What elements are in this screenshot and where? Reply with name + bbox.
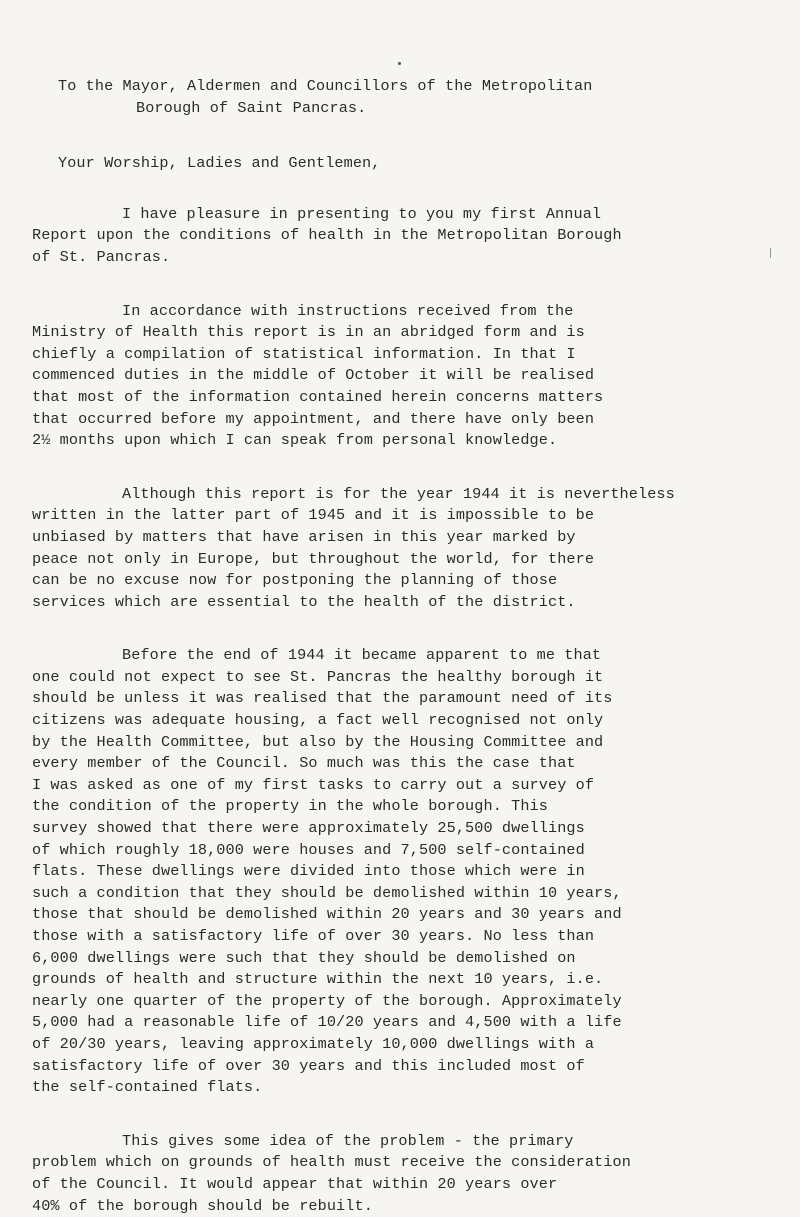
paragraph-line: such a condition that they should be demolished within 10 years, xyxy=(32,883,622,902)
paragraph-line: of St. Pancras. xyxy=(32,247,171,266)
paragraph-line: that occurred before my appointment, and there have only been xyxy=(32,409,595,428)
paragraph-line: 2½ months upon which I can speak from personal knowledge. xyxy=(32,431,558,450)
address-block xyxy=(58,76,772,119)
salutation: Your Worship, Ladies and Gentlemen, xyxy=(58,154,381,173)
stray-dot xyxy=(398,62,401,65)
paragraph-line: written in the latter part of 1945 and it is impossible to be xyxy=(32,506,595,525)
paragraph-line: one could not expect to see St. Pancras the healthy borough it xyxy=(32,667,604,686)
paragraph-line: flats. These dwellings were divided into those which were in xyxy=(32,862,585,881)
paragraph-line: unbiased by matters that have arisen in this year marked by xyxy=(32,527,576,546)
paragraph-line: every member of the Council. So much was this the case that xyxy=(32,754,576,773)
paragraph-line: Report upon the conditions of health in the Metropolitan Borough xyxy=(32,226,622,245)
paragraph-line: problem which on grounds of health must receive the consideration xyxy=(32,1153,631,1172)
paragraph-line: services which are essential to the health of the district. xyxy=(32,592,576,611)
paragraph-line: Before the end of 1944 it became apparent to me that xyxy=(122,646,602,665)
paragraph-line: by the Health Committee, but also by the Housing Committee and xyxy=(32,732,604,751)
paragraph-line: chiefly a compilation of statistical information. In that I xyxy=(32,344,576,363)
paragraph-line: the self-contained flats. xyxy=(32,1078,263,1097)
paragraph-line: commenced duties in the middle of October it will be realised xyxy=(32,366,595,385)
paragraph-line: survey showed that there were approximately 25,500 dwellings xyxy=(32,819,585,838)
paragraph-line: 5,000 had a reasonable life of 10/20 years and 4,500 with a life xyxy=(32,1013,622,1032)
paragraph-line: I have pleasure in presenting to you my first Annual xyxy=(122,204,602,223)
paragraph-4 xyxy=(30,645,772,1098)
paragraph-3 xyxy=(30,484,772,614)
paragraph-line: that most of the information contained herein concerns matters xyxy=(32,387,604,406)
paragraph-2 xyxy=(30,301,772,452)
paragraph-line: of the Council. It would appear that within 20 years over xyxy=(32,1174,558,1193)
paragraph-line: 6,000 dwellings were such that they should be demolished on xyxy=(32,948,576,967)
paragraph-line: I was asked as one of my first tasks to carry out a survey of xyxy=(32,775,595,794)
address-line-2: Borough of Saint Pancras. xyxy=(136,98,367,117)
paragraph-5 xyxy=(30,1131,772,1217)
paragraph-line: Although this report is for the year 1944 it is nevertheless xyxy=(122,484,675,503)
paragraph-line: of 20/30 years, leaving approximately 10,000 dwellings with a xyxy=(32,1034,595,1053)
paragraph-line: the condition of the property in the whole borough. This xyxy=(32,797,548,816)
paragraph-line: grounds of health and structure within the next 10 years, i.e. xyxy=(32,970,604,989)
paragraph-line: 40% of the borough should be rebuilt. xyxy=(32,1196,373,1215)
paragraph-line: can be no excuse now for postponing the planning of those xyxy=(32,571,558,590)
paragraph-line: nearly one quarter of the property of the borough. Approximately xyxy=(32,991,622,1010)
paragraph-line: should be unless it was realised that the paramount need of its xyxy=(32,689,613,708)
paragraph-line: peace not only in Europe, but throughout the world, for there xyxy=(32,549,595,568)
paragraph-line: In accordance with instructions received from the xyxy=(122,301,574,320)
paragraph-line: of which roughly 18,000 were houses and 7,500 self-contained xyxy=(32,840,585,859)
paragraph-1 xyxy=(30,204,772,269)
margin-mark xyxy=(770,248,771,258)
paragraph-line: those with a satisfactory life of over 30 years. No less than xyxy=(32,927,595,945)
address-line-1: To the Mayor, Aldermen and Councillors of the Metropolitan xyxy=(58,77,593,95)
paragraph-line: citizens was adequate housing, a fact well recognised not only xyxy=(32,711,604,730)
paragraph-line: those that should be demolished within 20 years and 30 years and xyxy=(32,905,622,924)
paragraph-line: This gives some idea of the problem - the primary xyxy=(122,1131,574,1150)
paragraph-line: satisfactory life of over 30 years and this included most of xyxy=(32,1056,585,1075)
paragraph-line: Ministry of Health this report is in an abridged form and is xyxy=(32,323,585,342)
